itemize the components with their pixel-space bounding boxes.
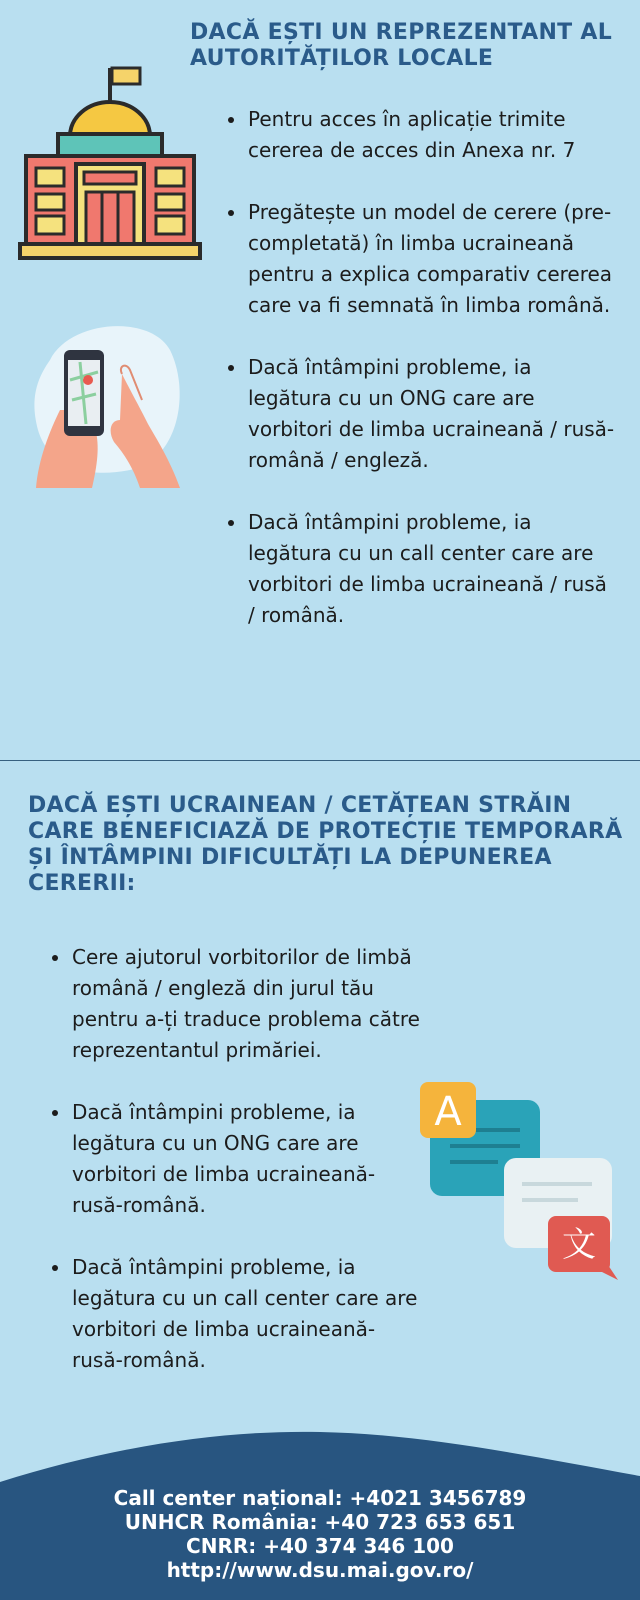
section2-bullet-list [50, 942, 420, 1407]
list-item: Pentru acces în aplicație trimite cererea de acces din Anexa nr. 7 [226, 104, 616, 166]
list-item: Cere ajutorul vorbitorilor de limbă română / engleză din jurul tău pentru a-ți traduce problema către reprezentantul primăriei. [50, 942, 420, 1066]
letter-zh-glyph: 文 [562, 1225, 596, 1265]
footer-website-link[interactable]: http://www.dsu.mai.gov.ro/ [166, 1558, 474, 1582]
footer-national-call-center: Call center național: +4021 3456789 [113, 1486, 527, 1510]
list-item: Dacă întâmpini probleme, ia legătura cu un call center care are vorbitori de limba ucraineană / rusă / română. [226, 507, 616, 631]
list-item: Dacă întâmpini probleme, ia legătura cu un ONG care are vorbitori de limba ucraineană-rusă-română. [50, 1097, 420, 1221]
footer-unhcr: UNHCR România: +40 723 653 651 [124, 1510, 516, 1534]
city-hall-icon [18, 64, 206, 264]
list-item: Dacă întâmpini probleme, ia legătura cu un ONG care are vorbitori de limba ucraineană / rusă-română / engleză. [226, 352, 616, 476]
section1-title: DACĂ EȘTI UN REPREZENTANT AL AUTORITĂȚILOR LOCALE [190, 20, 613, 71]
list-item: Dacă întâmpini probleme, ia legătura cu un call center care are vorbitori de limba ucraineană-rusă-română. [50, 1252, 420, 1376]
footer-contacts [0, 1486, 640, 1582]
phone-map-icon [30, 320, 190, 490]
section1-bullet-list [226, 104, 616, 662]
section-divider [0, 760, 640, 761]
list-item: Pregătește un model de cerere (pre-completată) în limba ucraineană pentru a explica comparativ cererea care va fi semnată în limba română. [226, 197, 616, 321]
letter-a-glyph: A [434, 1089, 462, 1135]
translate-icon [418, 1080, 624, 1286]
footer-cnrr: CNRR: +40 374 346 100 [186, 1534, 454, 1558]
section2-title: DACĂ EȘTI UCRAINEAN / CETĂȚEAN STRĂIN CARE BENEFICIAZĂ DE PROTECȚIE TEMPORARĂ ȘI ÎNTÂMPINI DIFICULTĂȚI LA DEPUNEREA CERERII: [28, 793, 623, 896]
